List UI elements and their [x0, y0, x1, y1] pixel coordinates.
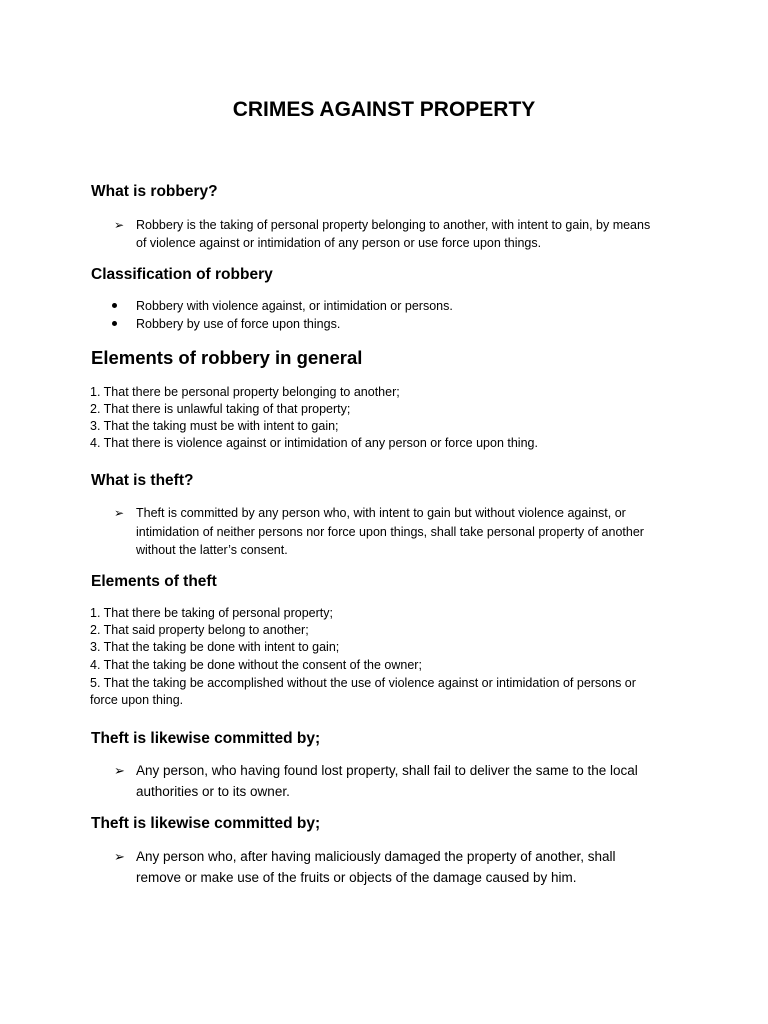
arrow-bullet-icon: ➢ — [114, 218, 125, 232]
arrow-bullet-icon: ➢ — [114, 763, 125, 778]
robbery-elements-heading: Elements of robbery in general — [91, 347, 363, 368]
bullet-dot-icon — [112, 303, 117, 308]
classification-item-2: Robbery by use of force upon things. — [136, 317, 341, 331]
likewise-heading-1: Theft is likewise committed by; — [91, 730, 321, 747]
likewise-2-line-2: remove or make use of the fruits or objects of the damage caused by him. — [136, 870, 577, 885]
arrow-bullet-icon: ➢ — [114, 849, 125, 864]
theft-element-1: 1. That there be taking of personal property; — [90, 606, 333, 620]
robbery-element-2: 2. That there is unlawful taking of that property; — [90, 402, 351, 416]
likewise-heading-2: Theft is likewise committed by; — [91, 815, 321, 832]
robbery-element-1: 1. That there be personal property belonging to another; — [90, 385, 400, 399]
likewise-2-line-1: Any person who, after having maliciously damaged the property of another, shall — [136, 849, 616, 864]
theft-elements-heading: Elements of theft — [91, 573, 217, 590]
theft-element-4: 4. That the taking be done without the consent of the owner; — [90, 658, 422, 672]
robbery-element-4: 4. That there is violence against or intimidation of any person or force upon thing. — [90, 436, 538, 450]
likewise-1-line-2: authorities or to its owner. — [136, 784, 290, 799]
theft-element-5: 5. That the taking be accomplished without the use of violence against or intimidation of persons or — [90, 676, 636, 690]
theft-element-2: 2. That said property belong to another; — [90, 623, 309, 637]
classification-heading: Classification of robbery — [91, 266, 273, 283]
theft-definition-line-3: without the latter’s consent. — [136, 543, 288, 557]
robbery-element-3: 3. That the taking must be with intent to gain; — [90, 419, 339, 433]
robbery-definition-line-1: Robbery is the taking of personal property belonging to another, with intent to gain, by means — [136, 218, 651, 232]
theft-element-3: 3. That the taking be done with intent to gain; — [90, 640, 340, 654]
page-title: CRIMES AGAINST PROPERTY — [232, 98, 536, 121]
theft-element-5-continued: force upon thing. — [90, 693, 184, 707]
bullet-dot-icon — [112, 321, 117, 326]
robbery-definition-line-2: of violence against or intimidation of any person or use force upon things. — [136, 236, 542, 250]
theft-definition-line-2: intimidation of neither persons nor force upon things, shall take personal property of another — [136, 525, 644, 539]
theft-heading: What is theft? — [91, 472, 194, 489]
arrow-bullet-icon: ➢ — [114, 506, 125, 520]
likewise-1-line-1: Any person, who having found lost property, shall fail to deliver the same to the local — [136, 763, 638, 778]
theft-definition-line-1: Theft is committed by any person who, with intent to gain but without violence against, or — [136, 506, 626, 520]
robbery-heading: What is robbery? — [91, 183, 218, 200]
classification-item-1: Robbery with violence against, or intimidation or persons. — [136, 299, 453, 313]
